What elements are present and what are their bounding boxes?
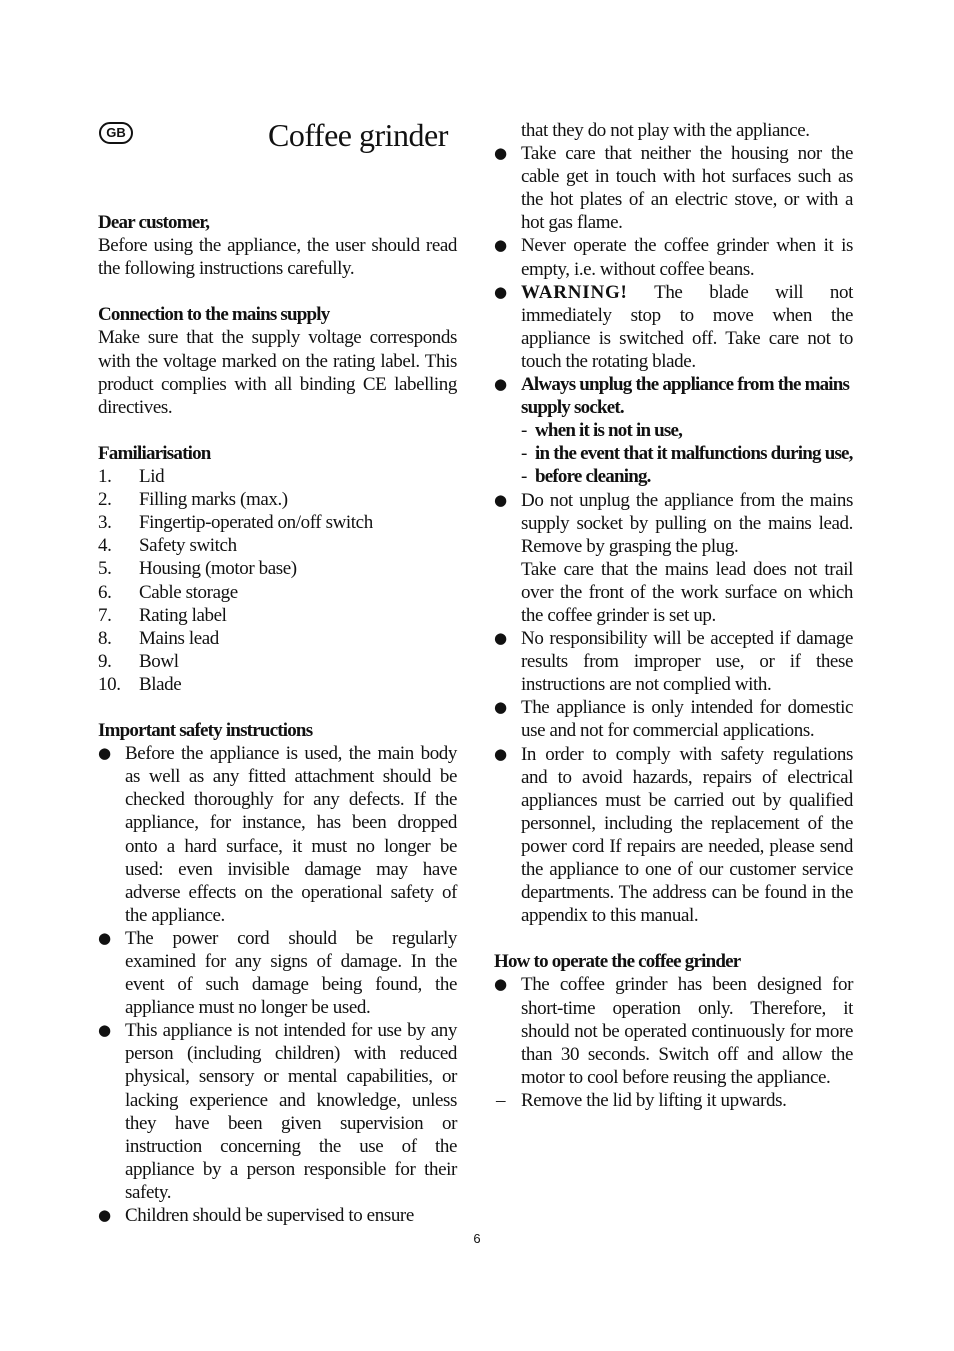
safety-item: ● The power cord should be regularly examined for any signs of damage. In the event of such damage being found, the appliance must no longer be used. — [98, 927, 457, 1019]
part-item — [98, 557, 457, 580]
warning-item — [494, 281, 853, 373]
part-item — [98, 627, 457, 650]
part-item — [98, 673, 457, 696]
safety-list — [98, 742, 457, 1227]
parts-list — [98, 465, 457, 696]
page-title: Coffee grinder — [268, 117, 448, 153]
part-number: 3. — [98, 512, 112, 534]
part-number: 4. — [98, 535, 112, 557]
unplug-item — [494, 373, 853, 488]
mains-lead-text-1: ● Do not unplug the appliance from the mains supply socket by pulling on the mains lead. Remove by grasping the plug. — [521, 489, 853, 557]
safety-item: ● Before the appliance is used, the main body as well as any fitted attachment should be checked thoroughly for any defects. If the appliance, for instance, has been dropped onto a hard surface, it must no longer be used: even invisible damage may have adverse effects on the operational safety of the appliance. — [98, 742, 457, 927]
part-label: Housing (motor base) — [139, 558, 297, 580]
safety-list-continued — [494, 119, 853, 927]
part-label: Blade — [139, 673, 182, 695]
part-label: Bowl — [139, 650, 179, 672]
unplug-conditions — [521, 419, 853, 488]
left-column — [98, 211, 457, 1227]
mains-lead-text-2: Take care that the mains lead does not trail over the front of the work surface on which the coffee grinder is set up. — [521, 558, 853, 626]
part-label: Lid — [139, 466, 165, 488]
connection-text: Make sure that the supply voltage corresponds with the voltage marked on the rating label. This product complies with all binding CE labelling directives. — [98, 327, 457, 418]
safety-item: ● The appliance is only intended for domestic use and not for commercial applications. — [494, 696, 853, 742]
unplug-condition: - in the event that it malfunctions during use, — [521, 442, 853, 465]
part-number: 6. — [98, 581, 112, 603]
operation-item: ● The coffee grinder has been designed for short-time operation only. Therefore, it should not be operated continuously for more than 30 seconds. Switch off and allow the motor to cool before reusing the appliance. — [494, 973, 853, 1088]
right-column — [494, 119, 853, 1112]
operation-list — [494, 973, 853, 1112]
part-number: 10. — [98, 673, 121, 695]
part-label: Filling marks (max.) — [139, 489, 288, 511]
part-label: Safety switch — [139, 535, 237, 557]
safety-item: ● Take care that neither the housing nor the cable get in touch with hot surfaces such as the hot plates of an electric stove, or with a hot gas flame. — [494, 142, 853, 234]
language-badge: GB — [99, 122, 133, 144]
operation-step: – Remove the lid by lifting it upwards. — [494, 1089, 853, 1112]
page-number: 6 — [473, 1231, 481, 1246]
part-label: Cable storage — [139, 581, 238, 603]
unplug-heading: ● Always unplug the appliance from the mains supply socket. — [521, 374, 850, 419]
safety-heading: Important safety instructions — [98, 720, 313, 742]
safety-item: ● No responsibility will be accepted if damage results from improper use, or if these instructions are not complied with. — [494, 627, 853, 696]
part-number: 5. — [98, 558, 112, 580]
warning-text: The blade will not immediately stop to move when the appliance is switched off. Take care not to touch the rotating blade. — [521, 281, 853, 372]
part-label: Rating label — [139, 604, 227, 626]
unplug-condition: - when it is not in use, — [521, 419, 853, 442]
connection-heading: Connection to the mains supply — [98, 304, 330, 326]
part-number: 2. — [98, 489, 112, 511]
part-item — [98, 581, 457, 604]
part-item — [98, 488, 457, 511]
part-number: 9. — [98, 650, 112, 672]
part-number: 8. — [98, 627, 112, 649]
part-label: Mains lead — [139, 627, 219, 649]
safety-item: ● Children should be supervised to ensure — [98, 1204, 457, 1227]
part-item — [98, 511, 457, 534]
familiarisation-heading: Familiarisation — [98, 442, 211, 464]
safety-item: ● This appliance is not intended for use by any person (including children) with reduced physical, sensory or mental capabilities, or lacking experience and knowledge, unless they have been given supervision or instruction concerning the use of the appliance by a person responsible for their safety. — [98, 1019, 457, 1204]
mains-lead-item — [494, 489, 853, 628]
safety-item: ● In order to comply with safety regulations and to avoid hazards, repairs of electrical appliances must be carried out by qualified personnel, including the replacement of the power cord If repairs are needed, please send the appliance to one of our customer service departments. The address can be found in the appendix to this manual. — [494, 743, 853, 928]
operation-heading: How to operate the coffee grinder — [494, 951, 741, 973]
part-item — [98, 534, 457, 557]
intro-heading: Dear customer, — [98, 212, 210, 233]
part-number: 7. — [98, 604, 112, 626]
part-item — [98, 465, 457, 488]
part-item — [98, 604, 457, 627]
safety-item: ● Never operate the coffee grinder when it is empty, i.e. without coffee beans. — [494, 234, 853, 280]
safety-item-continuation: that they do not play with the appliance. — [521, 120, 810, 141]
warning-label: WARNING! — [521, 281, 628, 303]
intro-text: Before using the appliance, the user should read the following instructions carefully. — [98, 235, 457, 280]
part-number: 1. — [98, 466, 112, 488]
part-label: Fingertip-operated on/off switch — [139, 512, 373, 534]
unplug-condition: - before cleaning. — [521, 465, 853, 488]
part-item — [98, 650, 457, 673]
